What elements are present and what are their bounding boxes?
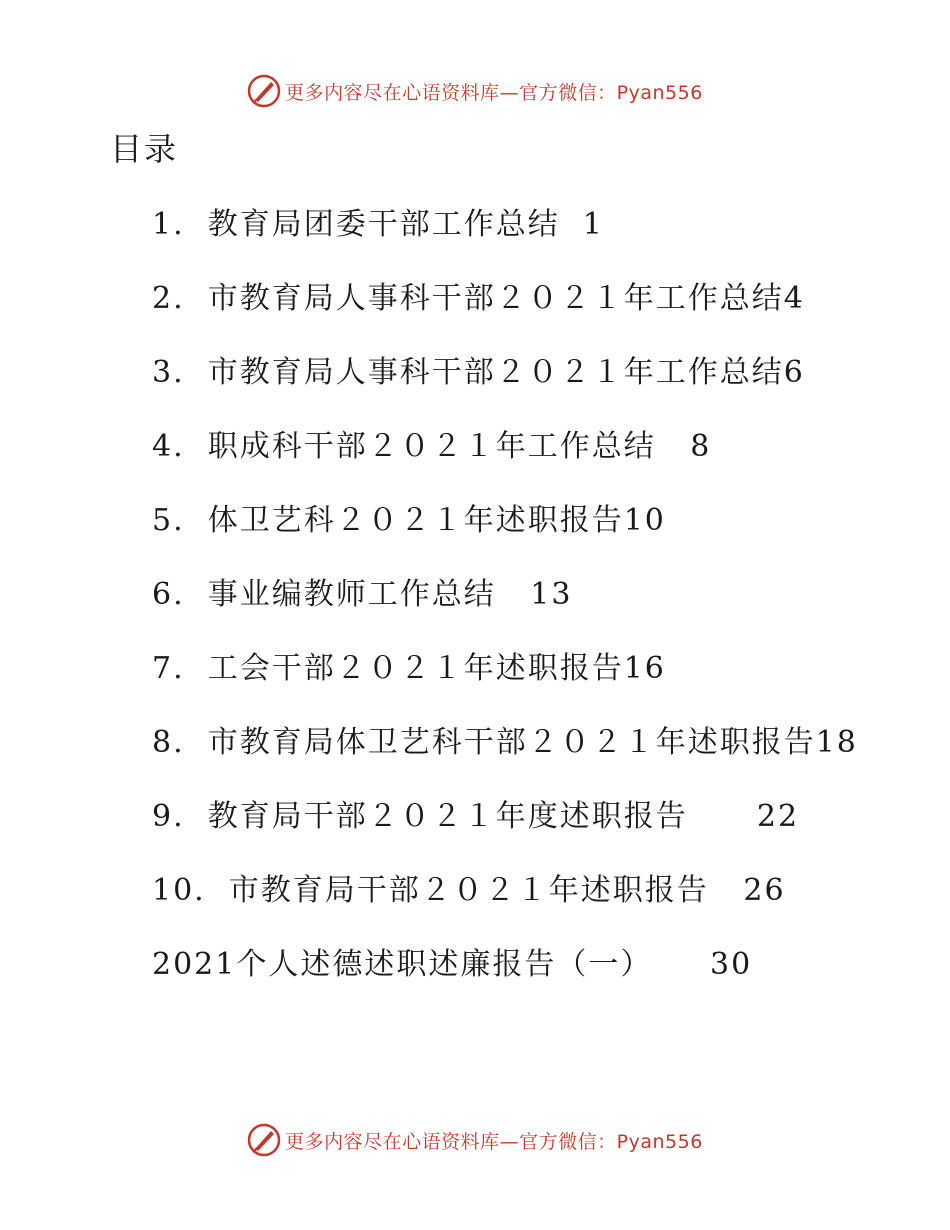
toc-item[interactable]: 7. 工会干部２０２１年述职报告16 (152, 651, 666, 686)
table-of-contents (152, 188, 872, 1002)
toc-item[interactable]: 2021个人述德述职述廉报告（一） 30 (152, 947, 753, 982)
toc-item[interactable]: 6. 事业编教师工作总结 13 (152, 577, 573, 612)
quill-logo-icon (247, 74, 281, 108)
toc-item[interactable]: 4. 职成科干部２０２１年工作总结 8 (152, 429, 712, 464)
quill-logo-icon (247, 1123, 281, 1157)
footer-banner (0, 1120, 950, 1160)
header-banner (0, 71, 950, 111)
banner-text: 更多内容尽在心语资料库—官方微信：Pyan556 (285, 81, 703, 104)
toc-item[interactable]: 1. 教育局团委干部工作总结 1 (152, 207, 604, 242)
toc-item[interactable]: 2. 市教育局人事科干部２０２１年工作总结4 (152, 281, 805, 316)
toc-item[interactable]: 8. 市教育局体卫艺科干部２０２１年述职报告18 (152, 725, 858, 760)
toc-item[interactable]: 9. 教育局干部２０２１年度述职报告 22 (152, 799, 800, 834)
toc-item[interactable]: 10. 市教育局干部２０２１年述职报告 26 (152, 873, 786, 908)
toc-title: 目录 (110, 130, 179, 168)
toc-item[interactable]: 3. 市教育局人事科干部２０２１年工作总结6 (152, 355, 805, 390)
banner-text: 更多内容尽在心语资料库—官方微信：Pyan556 (285, 1130, 703, 1153)
toc-item[interactable]: 5. 体卫艺科２０２１年述职报告10 (152, 503, 666, 538)
